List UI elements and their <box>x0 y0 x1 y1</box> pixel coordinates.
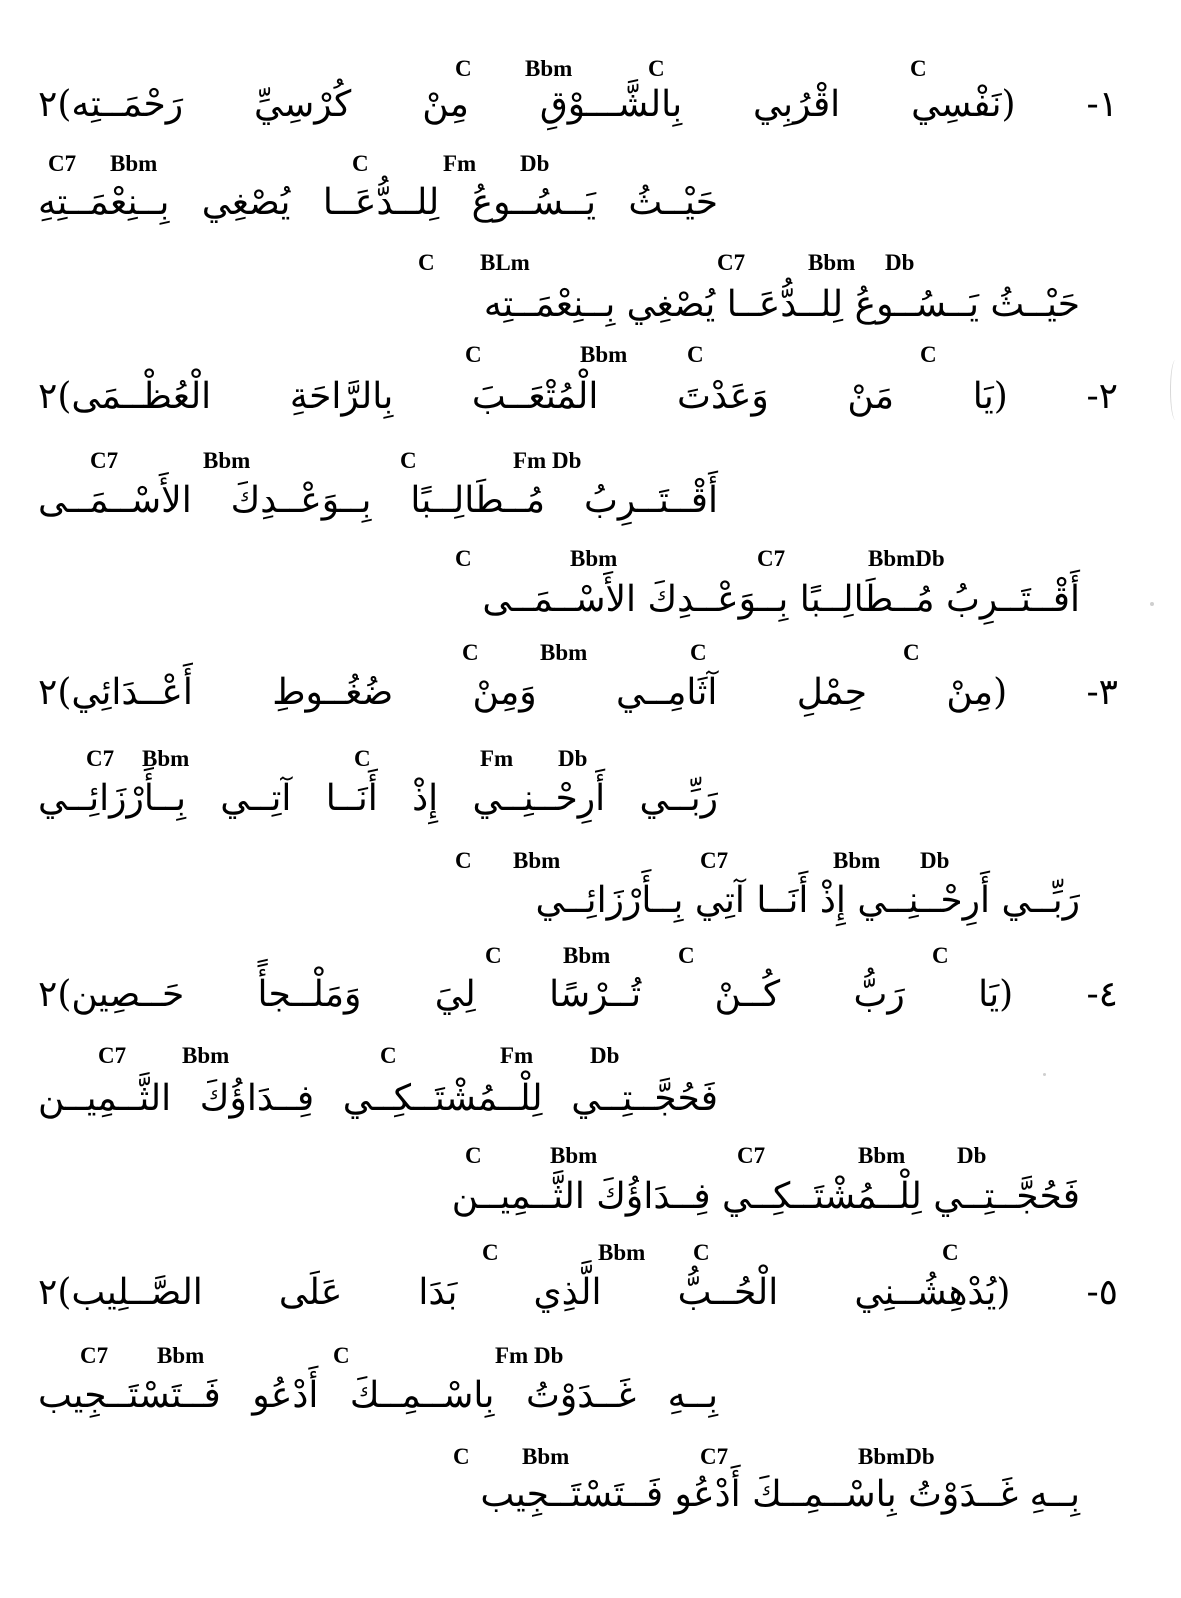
chord: Bbm <box>182 1043 230 1068</box>
lyric-line: حَيْــثُ يَــسُــوعُ لِلــدُّعَــا يُصْغِي بِــنِعْمَــتِهِ <box>38 182 718 223</box>
chord: C <box>465 1143 482 1168</box>
chord: C7 <box>80 1343 109 1368</box>
chord: C <box>455 848 472 873</box>
chord: C <box>380 1043 397 1068</box>
chord: Bbm <box>157 1343 205 1368</box>
chord: Bbm <box>550 1143 598 1168</box>
chord: Fm Db <box>495 1343 564 1368</box>
chord: C7 <box>48 151 77 176</box>
chord: C <box>465 342 482 367</box>
lyric-line: بِــهِ غَــدَوْتُ بِاسْــمِــكَ أَدْعُو فَــتَسْتَــجِيب <box>38 1375 718 1416</box>
chord: Bbm <box>513 848 561 873</box>
scan-speck <box>1043 1073 1046 1076</box>
chord: C <box>693 1240 710 1265</box>
chord: C <box>648 56 665 81</box>
lyric-line: ٢- (يَا مَنْ وَعَدْتَ الْمُتْعَــبَ بِالرَّاحَةِ الْعُظْــمَى)٢ <box>38 376 1118 417</box>
chord: C <box>678 943 695 968</box>
chord: C <box>333 1343 350 1368</box>
chord: Bbm <box>580 342 628 367</box>
chord: Db <box>920 848 950 873</box>
chord: C <box>453 1444 470 1469</box>
chord: BLm <box>480 250 530 275</box>
chord: Bbm <box>110 151 158 176</box>
chord: Fm <box>480 746 514 771</box>
chord: Bbm <box>525 56 573 81</box>
chord: Fm <box>443 151 477 176</box>
chord: Bbm <box>203 448 251 473</box>
lyric-line: أَقْــتَــرِبُ مُــطَالِــبًا بِــوَعْــدِكَ الأَسْــمَــى <box>482 579 1080 620</box>
lyric-line: حَيْــثُ يَــسُــوعُ لِلــدُّعَــا يُصْغِي بِــنِعْمَــتِه <box>483 284 1080 325</box>
chord: C7 <box>86 746 115 771</box>
chord: Bbm <box>540 640 588 665</box>
chord: Bbm <box>142 746 190 771</box>
lyric-line: ٥- (يُدْهِشُــنِي الْحُــبُّ الَّذِي بَدَا عَلَى الصَّــلِيب)٢ <box>38 1272 1118 1313</box>
lyric-line: بِــهِ غَــدَوْتُ بِاسْــمِــكَ أَدْعُو فَــتَسْتَــجِيب <box>480 1474 1080 1515</box>
chord: C <box>455 56 472 81</box>
lyric-line: ١- (نَفْسِي اقْرُبِي بِالشَّـــوْقِ مِنْ كُرْسِيِّ رَحْمَــتِه)٢ <box>38 84 1118 125</box>
chord: Db <box>520 151 550 176</box>
chord: C7 <box>700 1444 729 1469</box>
chord: Bbm <box>598 1240 646 1265</box>
lyric-line: ٤- (يَا رَبُّ كُــنْ تُــرْسًا لِيَ وَمَلْــجأً حَــصِين)٢ <box>38 974 1118 1015</box>
lyric-line: أَقْــتَــرِبُ مُــطَالِــبًا بِــوَعْــدِكَ الأَسْــمَــى <box>38 480 718 521</box>
lyric-line: رَبِّــي أَرِحْــنِــي إِذْ أَنَــا آتِــي بِــأَرْزَائِــي <box>38 778 718 819</box>
chord: C <box>690 640 707 665</box>
chord: Db <box>558 746 588 771</box>
chord: C <box>920 342 937 367</box>
chord: C <box>903 640 920 665</box>
chord: C <box>400 448 417 473</box>
chord: Db <box>885 250 915 275</box>
chord: C7 <box>700 848 729 873</box>
chord: Bbm <box>522 1444 570 1469</box>
chord: BbmDb <box>858 1444 935 1469</box>
chord: C7 <box>90 448 119 473</box>
chord: C <box>354 746 371 771</box>
chord: Bbm <box>563 943 611 968</box>
chord: C <box>482 1240 499 1265</box>
chord: C7 <box>737 1143 766 1168</box>
chord: Fm Db <box>513 448 582 473</box>
chord: C <box>932 943 949 968</box>
chord: C <box>352 151 369 176</box>
page-edge-shadow <box>1170 360 1181 420</box>
lyric-line: فَحُجَّــتِــي لِلْــمُشْتَــكِــي فِــدَاؤُكَ الثَّــمِيــن <box>451 1176 1080 1217</box>
chord: C <box>942 1240 959 1265</box>
lyric-line: رَبِّــي أَرِحْــنِــي إِذْ أَنَــا آتِي بِــأَرْزَائِــي <box>535 880 1080 921</box>
chord: C <box>462 640 479 665</box>
chord: C <box>687 342 704 367</box>
chord: C7 <box>717 250 746 275</box>
chord: C <box>455 546 472 571</box>
chord: Db <box>957 1143 987 1168</box>
chord: Bbm <box>858 1143 906 1168</box>
chord: Fm <box>500 1043 534 1068</box>
chord: C7 <box>98 1043 127 1068</box>
chord: Bbm <box>570 546 618 571</box>
chord: Bbm <box>833 848 881 873</box>
chord: C <box>418 250 435 275</box>
chord: C <box>910 56 927 81</box>
chord: Bbm <box>808 250 856 275</box>
lyric-line: فَحُجَّــتِــي لِلْــمُشْتَــكِــي فِــدَاؤُكَ الثَّــمِيــن <box>38 1078 718 1119</box>
scan-speck <box>1150 602 1154 606</box>
chord: Db <box>590 1043 620 1068</box>
chord: BbmDb <box>868 546 945 571</box>
lyric-line: ٣- (مِنْ حِمْلِ آثَامِــي وَمِنْ ضُغُــوطِ أَعْــدَائِي)٢ <box>38 672 1118 713</box>
chord: C7 <box>757 546 786 571</box>
chord: C <box>485 943 502 968</box>
